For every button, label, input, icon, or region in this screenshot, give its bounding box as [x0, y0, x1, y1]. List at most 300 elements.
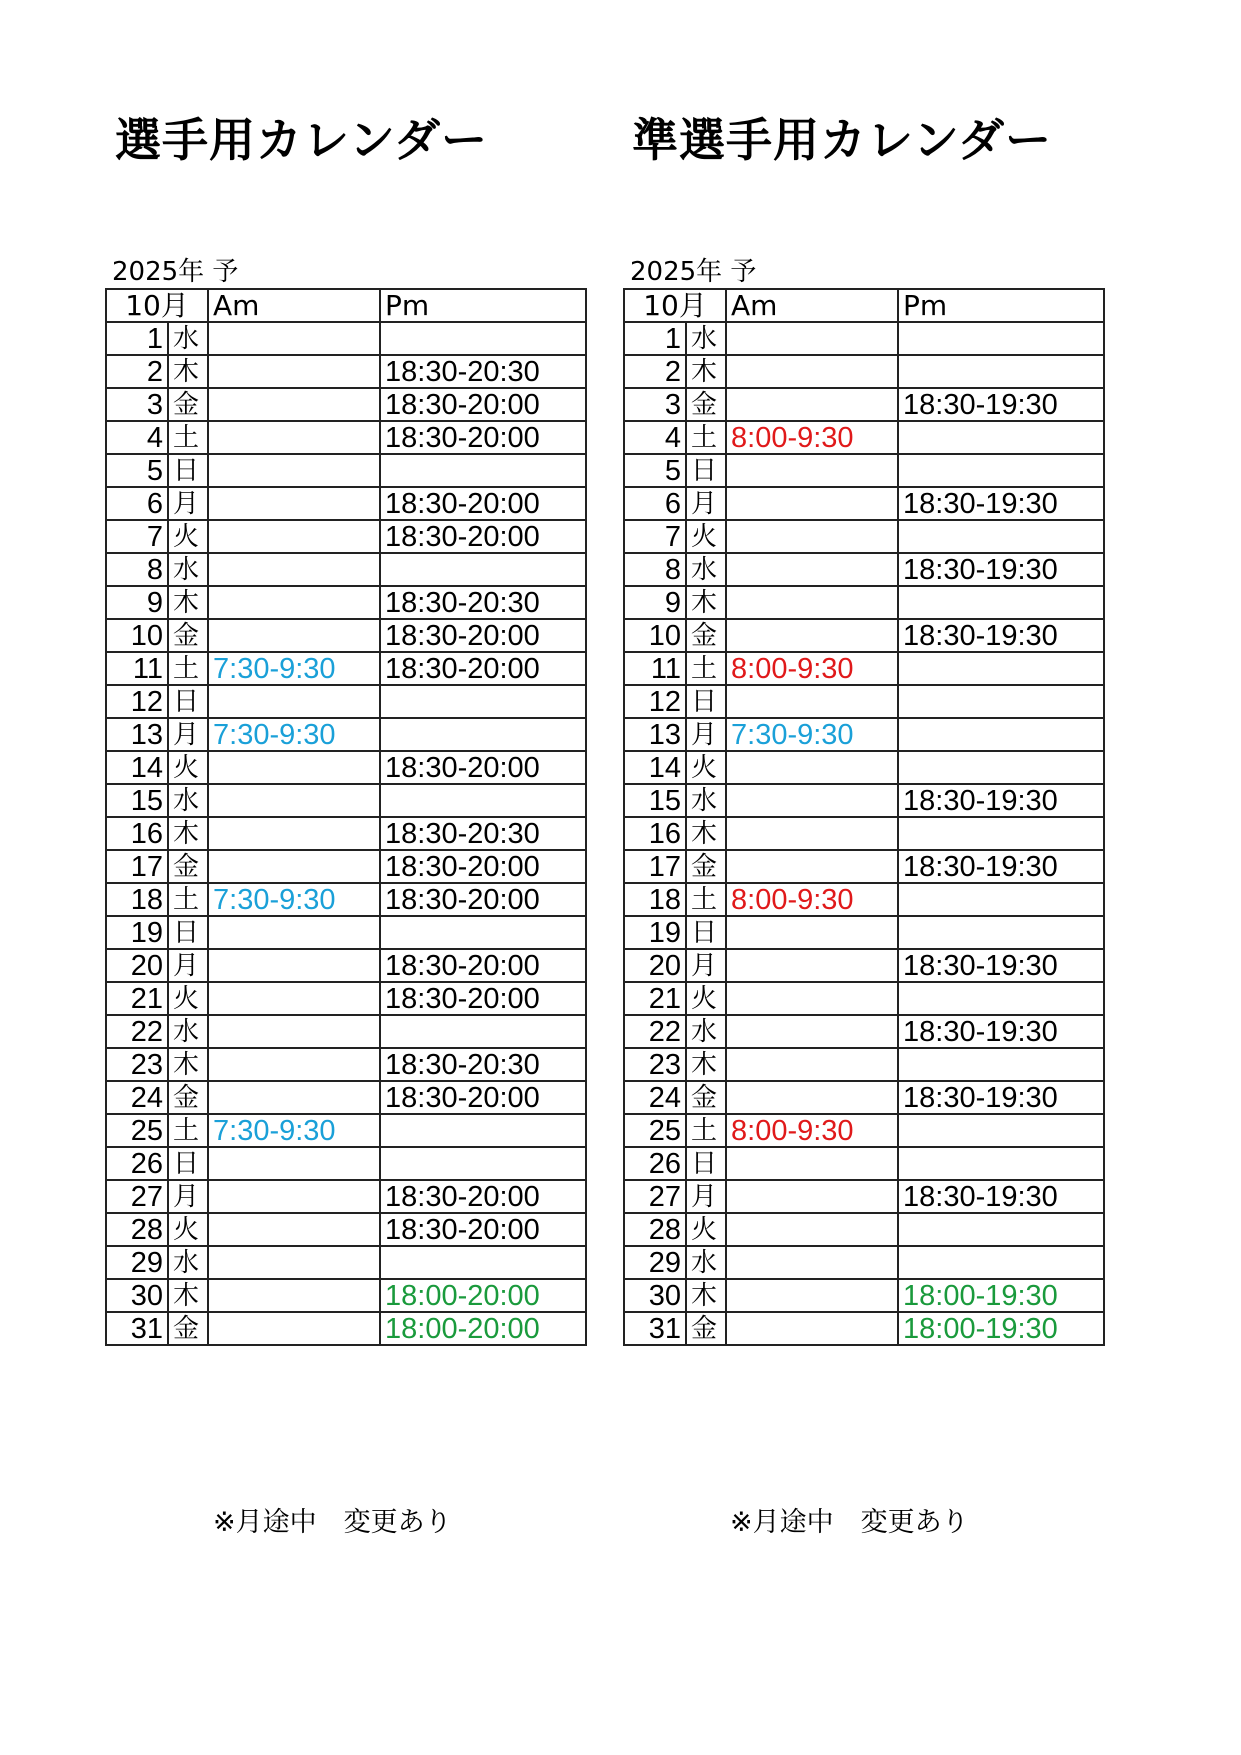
change-note: ※月途中 変更あり — [730, 1507, 969, 1538]
weekday-cell: 土 — [168, 652, 208, 685]
weekday-cell: 水 — [686, 322, 726, 355]
table-row — [106, 1015, 586, 1048]
day-cell: 1 — [624, 322, 686, 355]
pm-time-cell: 18:30-20:30 — [380, 1048, 586, 1081]
day-cell: 14 — [624, 751, 686, 784]
pm-time-cell: 18:30-20:00 — [380, 421, 586, 454]
table-row — [106, 586, 586, 619]
table-row — [624, 949, 1104, 982]
am-time-cell — [208, 586, 380, 619]
am-time-cell: 8:00-9:30 — [726, 883, 898, 916]
table-row — [624, 1180, 1104, 1213]
pm-time-cell — [898, 1246, 1104, 1279]
weekday-cell: 木 — [686, 817, 726, 850]
pm-time-cell: 18:30-20:30 — [380, 586, 586, 619]
am-time-cell — [208, 388, 380, 421]
table-row — [106, 355, 586, 388]
weekday-cell: 日 — [686, 685, 726, 718]
day-cell: 18 — [106, 883, 168, 916]
day-cell: 13 — [106, 718, 168, 751]
pm-time-cell: 18:00-19:30 — [898, 1279, 1104, 1312]
day-cell: 14 — [106, 751, 168, 784]
weekday-cell: 土 — [168, 883, 208, 916]
table-row — [106, 883, 586, 916]
pm-time-cell: 18:30-20:00 — [380, 520, 586, 553]
schedule-table — [105, 288, 587, 1346]
am-time-cell — [208, 421, 380, 454]
pm-time-cell — [380, 685, 586, 718]
am-time-cell — [726, 1147, 898, 1180]
day-cell: 8 — [106, 553, 168, 586]
weekday-cell: 木 — [686, 1279, 726, 1312]
pm-time-cell: 18:00-20:00 — [380, 1312, 586, 1345]
am-time-cell — [208, 784, 380, 817]
weekday-cell: 金 — [686, 619, 726, 652]
weekday-cell: 日 — [168, 1147, 208, 1180]
am-time-cell — [726, 1246, 898, 1279]
weekday-cell: 土 — [686, 421, 726, 454]
pm-time-cell — [898, 817, 1104, 850]
am-time-cell — [208, 520, 380, 553]
pm-time-cell: 18:30-20:00 — [380, 1213, 586, 1246]
table-row — [624, 520, 1104, 553]
pm-time-cell — [898, 1048, 1104, 1081]
pm-time-cell: 18:30-19:30 — [898, 553, 1104, 586]
day-cell: 1 — [106, 322, 168, 355]
am-time-cell — [726, 1312, 898, 1345]
weekday-cell: 木 — [168, 817, 208, 850]
day-cell: 28 — [106, 1213, 168, 1246]
pm-time-cell: 18:00-20:00 — [380, 1279, 586, 1312]
am-time-cell — [208, 1246, 380, 1279]
day-cell: 17 — [624, 850, 686, 883]
am-time-cell — [726, 850, 898, 883]
table-row — [106, 949, 586, 982]
day-cell: 12 — [624, 685, 686, 718]
weekday-cell: 月 — [168, 949, 208, 982]
am-time-cell — [726, 355, 898, 388]
day-cell: 22 — [106, 1015, 168, 1048]
pm-time-cell: 18:30-19:30 — [898, 850, 1104, 883]
weekday-cell: 水 — [686, 784, 726, 817]
pm-time-cell — [898, 454, 1104, 487]
am-time-cell — [208, 355, 380, 388]
day-cell: 20 — [106, 949, 168, 982]
day-cell: 27 — [106, 1180, 168, 1213]
weekday-cell: 火 — [686, 982, 726, 1015]
pm-time-cell: 18:30-19:30 — [898, 619, 1104, 652]
day-cell: 19 — [106, 916, 168, 949]
pm-time-cell: 18:30-20:00 — [380, 487, 586, 520]
weekday-cell: 水 — [168, 322, 208, 355]
am-time-cell — [208, 685, 380, 718]
table-row — [106, 1147, 586, 1180]
pm-header: Pm — [898, 289, 1104, 322]
day-cell: 27 — [624, 1180, 686, 1213]
am-time-cell — [208, 817, 380, 850]
weekday-cell: 金 — [168, 850, 208, 883]
weekday-cell: 木 — [686, 1048, 726, 1081]
am-time-cell — [208, 1213, 380, 1246]
table-row — [106, 454, 586, 487]
table-row — [106, 487, 586, 520]
am-time-cell: 7:30-9:30 — [208, 718, 380, 751]
table-row — [624, 1147, 1104, 1180]
weekday-cell: 火 — [168, 1213, 208, 1246]
am-time-cell — [208, 1279, 380, 1312]
table-row — [624, 982, 1104, 1015]
table-row — [106, 718, 586, 751]
weekday-cell: 木 — [168, 1279, 208, 1312]
day-cell: 15 — [106, 784, 168, 817]
day-cell: 7 — [624, 520, 686, 553]
am-time-cell — [208, 322, 380, 355]
table-row — [106, 685, 586, 718]
table-row — [106, 1180, 586, 1213]
table-row — [624, 1279, 1104, 1312]
table-row — [106, 1279, 586, 1312]
day-cell: 24 — [106, 1081, 168, 1114]
weekday-cell: 水 — [168, 1246, 208, 1279]
weekday-cell: 木 — [686, 586, 726, 619]
table-row — [624, 586, 1104, 619]
table-row — [624, 1312, 1104, 1345]
table-row — [624, 1114, 1104, 1147]
day-cell: 2 — [624, 355, 686, 388]
day-cell: 21 — [624, 982, 686, 1015]
weekday-cell: 土 — [686, 652, 726, 685]
am-time-cell: 8:00-9:30 — [726, 652, 898, 685]
pm-time-cell — [898, 520, 1104, 553]
am-time-cell — [726, 619, 898, 652]
weekday-cell: 日 — [168, 454, 208, 487]
am-time-cell — [726, 553, 898, 586]
day-cell: 26 — [106, 1147, 168, 1180]
am-time-cell: 7:30-9:30 — [208, 1114, 380, 1147]
am-time-cell — [726, 982, 898, 1015]
weekday-cell: 月 — [686, 487, 726, 520]
weekday-cell: 土 — [168, 421, 208, 454]
weekday-cell: 月 — [168, 1180, 208, 1213]
table-row — [624, 685, 1104, 718]
day-cell: 22 — [624, 1015, 686, 1048]
day-cell: 6 — [624, 487, 686, 520]
am-time-cell — [726, 1015, 898, 1048]
year-label: 2025年 予 — [112, 257, 239, 287]
day-cell: 9 — [106, 586, 168, 619]
pm-time-cell: 18:30-20:00 — [380, 982, 586, 1015]
pm-time-cell — [898, 883, 1104, 916]
table-row — [106, 1114, 586, 1147]
am-time-cell: 8:00-9:30 — [726, 421, 898, 454]
table-row — [106, 1213, 586, 1246]
am-time-cell — [208, 553, 380, 586]
day-cell: 9 — [624, 586, 686, 619]
table-row — [624, 850, 1104, 883]
table-row — [106, 850, 586, 883]
schedule-table — [623, 288, 1105, 1346]
pm-time-cell — [898, 1147, 1104, 1180]
weekday-cell: 木 — [168, 1048, 208, 1081]
weekday-cell: 土 — [686, 1114, 726, 1147]
day-cell: 21 — [106, 982, 168, 1015]
am-time-cell — [208, 1180, 380, 1213]
day-cell: 3 — [106, 388, 168, 421]
weekday-cell: 水 — [686, 1246, 726, 1279]
day-cell: 10 — [624, 619, 686, 652]
pm-time-cell: 18:30-19:30 — [898, 1015, 1104, 1048]
am-time-cell — [208, 1048, 380, 1081]
day-cell: 4 — [624, 421, 686, 454]
table-row — [106, 619, 586, 652]
day-cell: 7 — [106, 520, 168, 553]
table-header-row — [106, 289, 586, 322]
pm-time-cell — [380, 322, 586, 355]
pm-time-cell: 18:30-20:00 — [380, 949, 586, 982]
am-time-cell — [726, 388, 898, 421]
am-time-cell — [726, 817, 898, 850]
weekday-cell: 火 — [686, 520, 726, 553]
weekday-cell: 日 — [686, 1147, 726, 1180]
pm-time-cell: 18:30-20:30 — [380, 355, 586, 388]
weekday-cell: 日 — [686, 916, 726, 949]
table-row — [106, 982, 586, 1015]
calendar-title: 選手用カレンダー — [115, 113, 489, 167]
am-time-cell — [208, 1312, 380, 1345]
day-cell: 26 — [624, 1147, 686, 1180]
am-time-cell — [726, 322, 898, 355]
day-cell: 25 — [106, 1114, 168, 1147]
pm-time-cell — [380, 916, 586, 949]
day-cell: 6 — [106, 487, 168, 520]
weekday-cell: 金 — [686, 1081, 726, 1114]
day-cell: 25 — [624, 1114, 686, 1147]
am-time-cell — [726, 949, 898, 982]
day-cell: 24 — [624, 1081, 686, 1114]
am-time-cell — [726, 1279, 898, 1312]
calendar-title: 準選手用カレンダー — [632, 113, 1053, 167]
day-cell: 11 — [624, 652, 686, 685]
pm-time-cell — [898, 355, 1104, 388]
pm-time-cell — [898, 916, 1104, 949]
table-row — [106, 1312, 586, 1345]
table-row — [624, 883, 1104, 916]
weekday-cell: 金 — [686, 850, 726, 883]
table-row — [106, 1081, 586, 1114]
table-row — [624, 916, 1104, 949]
pm-time-cell — [380, 718, 586, 751]
table-row — [106, 1246, 586, 1279]
table-row — [624, 1048, 1104, 1081]
weekday-cell: 木 — [168, 586, 208, 619]
day-cell: 5 — [624, 454, 686, 487]
day-cell: 20 — [624, 949, 686, 982]
pm-time-cell: 18:30-20:30 — [380, 817, 586, 850]
am-time-cell — [726, 586, 898, 619]
pm-time-cell: 18:30-20:00 — [380, 619, 586, 652]
day-cell: 12 — [106, 685, 168, 718]
weekday-cell: 水 — [168, 1015, 208, 1048]
weekday-cell: 月 — [168, 718, 208, 751]
pm-time-cell — [380, 784, 586, 817]
pm-time-cell: 18:30-20:00 — [380, 850, 586, 883]
pm-time-cell — [898, 982, 1104, 1015]
day-cell: 13 — [624, 718, 686, 751]
pm-time-cell — [380, 1147, 586, 1180]
am-time-cell — [208, 1015, 380, 1048]
pm-time-cell — [898, 751, 1104, 784]
weekday-cell: 火 — [168, 520, 208, 553]
table-row — [106, 751, 586, 784]
table-row — [624, 454, 1104, 487]
pm-time-cell — [380, 1114, 586, 1147]
day-cell: 31 — [624, 1312, 686, 1345]
table-row — [624, 421, 1104, 454]
am-time-cell — [726, 487, 898, 520]
day-cell: 23 — [106, 1048, 168, 1081]
am-time-cell — [726, 916, 898, 949]
day-cell: 4 — [106, 421, 168, 454]
day-cell: 19 — [624, 916, 686, 949]
pm-header: Pm — [380, 289, 586, 322]
table-row — [106, 784, 586, 817]
day-cell: 16 — [624, 817, 686, 850]
am-header: Am — [726, 289, 898, 322]
am-time-cell: 7:30-9:30 — [208, 652, 380, 685]
am-time-cell — [726, 1180, 898, 1213]
am-time-cell — [208, 850, 380, 883]
table-row — [624, 388, 1104, 421]
pm-time-cell: 18:30-20:00 — [380, 1081, 586, 1114]
month-header: 10月 — [624, 289, 726, 322]
day-cell: 16 — [106, 817, 168, 850]
day-cell: 11 — [106, 652, 168, 685]
table-row — [106, 553, 586, 586]
weekday-cell: 水 — [686, 553, 726, 586]
weekday-cell: 金 — [686, 388, 726, 421]
pm-time-cell — [898, 1213, 1104, 1246]
table-row — [624, 751, 1104, 784]
pm-time-cell: 18:30-20:00 — [380, 751, 586, 784]
table-row — [106, 652, 586, 685]
pm-time-cell — [898, 322, 1104, 355]
table-row — [106, 322, 586, 355]
pm-time-cell — [380, 1246, 586, 1279]
pm-time-cell: 18:30-20:00 — [380, 883, 586, 916]
am-time-cell — [726, 1048, 898, 1081]
pm-time-cell: 18:30-19:30 — [898, 388, 1104, 421]
pm-time-cell — [898, 718, 1104, 751]
day-cell: 8 — [624, 553, 686, 586]
table-row — [624, 487, 1104, 520]
table-row — [106, 421, 586, 454]
am-time-cell — [726, 520, 898, 553]
pm-time-cell — [898, 685, 1104, 718]
day-cell: 18 — [624, 883, 686, 916]
weekday-cell: 水 — [168, 553, 208, 586]
change-note: ※月途中 変更あり — [213, 1507, 452, 1538]
weekday-cell: 木 — [168, 355, 208, 388]
weekday-cell: 金 — [168, 388, 208, 421]
weekday-cell: 火 — [168, 982, 208, 1015]
day-cell: 15 — [624, 784, 686, 817]
weekday-cell: 金 — [168, 619, 208, 652]
am-time-cell: 8:00-9:30 — [726, 1114, 898, 1147]
weekday-cell: 火 — [168, 751, 208, 784]
am-time-cell: 7:30-9:30 — [726, 718, 898, 751]
day-cell: 17 — [106, 850, 168, 883]
am-time-cell — [208, 982, 380, 1015]
day-cell: 23 — [624, 1048, 686, 1081]
table-row — [106, 520, 586, 553]
am-time-cell — [208, 454, 380, 487]
day-cell: 30 — [624, 1279, 686, 1312]
day-cell: 29 — [624, 1246, 686, 1279]
day-cell: 2 — [106, 355, 168, 388]
pm-time-cell — [380, 553, 586, 586]
table-row — [624, 1015, 1104, 1048]
am-time-cell: 7:30-9:30 — [208, 883, 380, 916]
table-row — [624, 718, 1104, 751]
table-row — [624, 817, 1104, 850]
weekday-cell: 月 — [168, 487, 208, 520]
am-time-cell — [208, 487, 380, 520]
am-time-cell — [208, 916, 380, 949]
am-time-cell — [208, 751, 380, 784]
pm-time-cell: 18:30-20:00 — [380, 388, 586, 421]
table-row — [106, 916, 586, 949]
am-header: Am — [208, 289, 380, 322]
weekday-cell: 土 — [686, 883, 726, 916]
pm-time-cell: 18:30-20:00 — [380, 652, 586, 685]
am-time-cell — [208, 949, 380, 982]
am-time-cell — [726, 784, 898, 817]
pm-time-cell: 18:30-19:30 — [898, 487, 1104, 520]
weekday-cell: 木 — [686, 355, 726, 388]
am-time-cell — [726, 1213, 898, 1246]
am-time-cell — [726, 454, 898, 487]
day-cell: 3 — [624, 388, 686, 421]
pm-time-cell: 18:30-19:30 — [898, 784, 1104, 817]
table-row — [624, 619, 1104, 652]
pm-time-cell — [380, 454, 586, 487]
table-row — [624, 784, 1104, 817]
pm-time-cell — [898, 586, 1104, 619]
am-time-cell — [208, 619, 380, 652]
weekday-cell: 火 — [686, 751, 726, 784]
weekday-cell: 土 — [168, 1114, 208, 1147]
day-cell: 5 — [106, 454, 168, 487]
weekday-cell: 日 — [168, 685, 208, 718]
pm-time-cell — [898, 1114, 1104, 1147]
am-time-cell — [208, 1081, 380, 1114]
day-cell: 30 — [106, 1279, 168, 1312]
am-time-cell — [208, 1147, 380, 1180]
weekday-cell: 金 — [168, 1081, 208, 1114]
pm-time-cell — [898, 652, 1104, 685]
am-time-cell — [726, 1081, 898, 1114]
pm-time-cell: 18:30-19:30 — [898, 1180, 1104, 1213]
weekday-cell: 月 — [686, 1180, 726, 1213]
weekday-cell: 金 — [168, 1312, 208, 1345]
table-row — [106, 1048, 586, 1081]
pm-time-cell: 18:00-19:30 — [898, 1312, 1104, 1345]
day-cell: 28 — [624, 1213, 686, 1246]
weekday-cell: 月 — [686, 949, 726, 982]
weekday-cell: 水 — [168, 784, 208, 817]
day-cell: 29 — [106, 1246, 168, 1279]
weekday-cell: 月 — [686, 718, 726, 751]
